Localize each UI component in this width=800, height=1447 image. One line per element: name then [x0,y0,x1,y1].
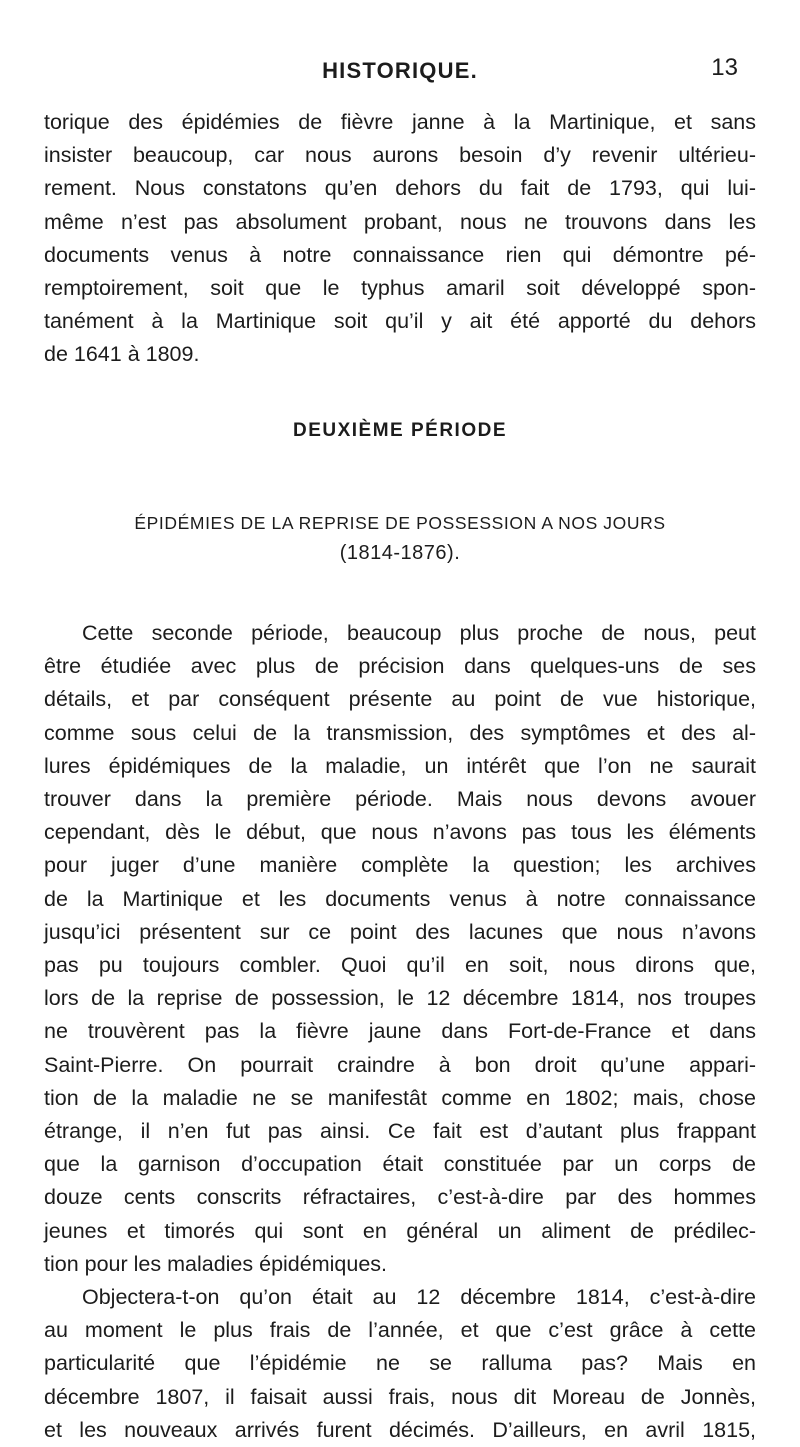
text-line: de 1641 à 1809. [44,342,200,367]
text-line: Objectera-t-on qu’on était au 12 décembre 1814, c’est-à-dire [82,1285,756,1309]
text-line: trouver dans la première période. Mais nous devons avouer [44,787,756,812]
text-line: même n’est pas absolument probant, nous ne trouvons dans les [44,209,756,234]
text-line: remptoirement, soit que le typhus amaril soit développé spon- [44,276,756,301]
intro-paragraph [44,106,756,372]
text-line: décembre 1807, il faisait aussi frais, nous dit Moreau de Jonnès, [44,1384,756,1409]
text-line: jeunes et timorés qui sont en général un aliment de prédilec- [44,1218,756,1243]
text-line: détails, et par conséquent présente au point de vue historique, [44,687,756,712]
running-title: HISTORIQUE. [322,58,478,83]
text-line: au moment le plus frais de l’année, et que c’est grâce à cette [44,1318,756,1343]
body-paragraph-1 [44,617,756,1281]
text-line: étrange, il n’en fut pas ainsi. Ce fait est d’autant plus frappant [44,1119,756,1144]
text-line: comme sous celui de la transmission, des symptômes et des al- [44,720,756,745]
text-line: rement. Nous constatons qu’en dehors du fait de 1793, qui lui- [44,176,756,201]
text-line: pas pu toujours combler. Quoi qu’il en soit, nous dirons que, [44,953,756,978]
text-line: ne trouvèrent pas la fièvre jaune dans Fort-de-France et dans [44,1019,756,1044]
text-line: et les nouveaux arrivés furent décimés. D’ailleurs, en avril 1815, [44,1417,756,1442]
section-subtitle-block [0,508,800,568]
page-number: 13 [711,54,738,81]
text-line: cependant, dès le début, que nous n’avons pas tous les éléments [44,820,756,845]
text-line: particularité que l’épidémie ne se ralluma pas? Mais en [44,1351,756,1376]
section-subtitle: ÉPIDÉMIES DE LA REPRISE DE POSSESSION A NOS JOURS [134,513,666,533]
text-line: insister beaucoup, car nous aurons besoin d’y revenir ultérieu- [44,143,756,168]
section-dates: (1814-1876). [339,542,461,564]
running-head [0,50,800,90]
text-line: que la garnison d’occupation était constituée par un corps de [44,1152,756,1177]
text-line: tanément à la Martinique soit qu’il y ait été apporté du dehors [44,309,756,334]
text-line: lors de la reprise de possession, le 12 décembre 1814, nos troupes [44,986,756,1011]
text-line: documents venus à notre connaissance rien qui démontre pé- [44,242,756,267]
text-line: lures épidémiques de la maladie, un intérêt que l’on ne saurait [44,753,756,778]
text-line: de la Martinique et les documents venus à notre connaissance [44,886,756,911]
text-line: douze cents conscrits réfractaires, c’est-à-dire par des hommes [44,1185,756,1210]
text-line: Saint-Pierre. On pourrait craindre à bon droit qu’une appari- [44,1052,756,1077]
body-paragraph-2 [44,1281,756,1447]
text-line: tion de la maladie ne se manifestât comme en 1802; mais, chose [44,1085,756,1110]
text-line: Cette seconde période, beaucoup plus proche de nous, peut [82,621,756,645]
text-line: tion pour les maladies épidémiques. [44,1251,388,1276]
section-title: DEUXIÈME PÉRIODE [292,420,508,441]
text-line: être étudiée avec plus de précision dans quelques-uns de ses [44,654,756,679]
text-line: pour juger d’une manière complète la question; les archives [44,853,756,878]
text-line: torique des épidémies de fièvre janne à la Martinique, et sans [44,110,756,134]
text-line: jusqu’ici présentent sur ce point des lacunes que nous n’avons [44,919,756,944]
